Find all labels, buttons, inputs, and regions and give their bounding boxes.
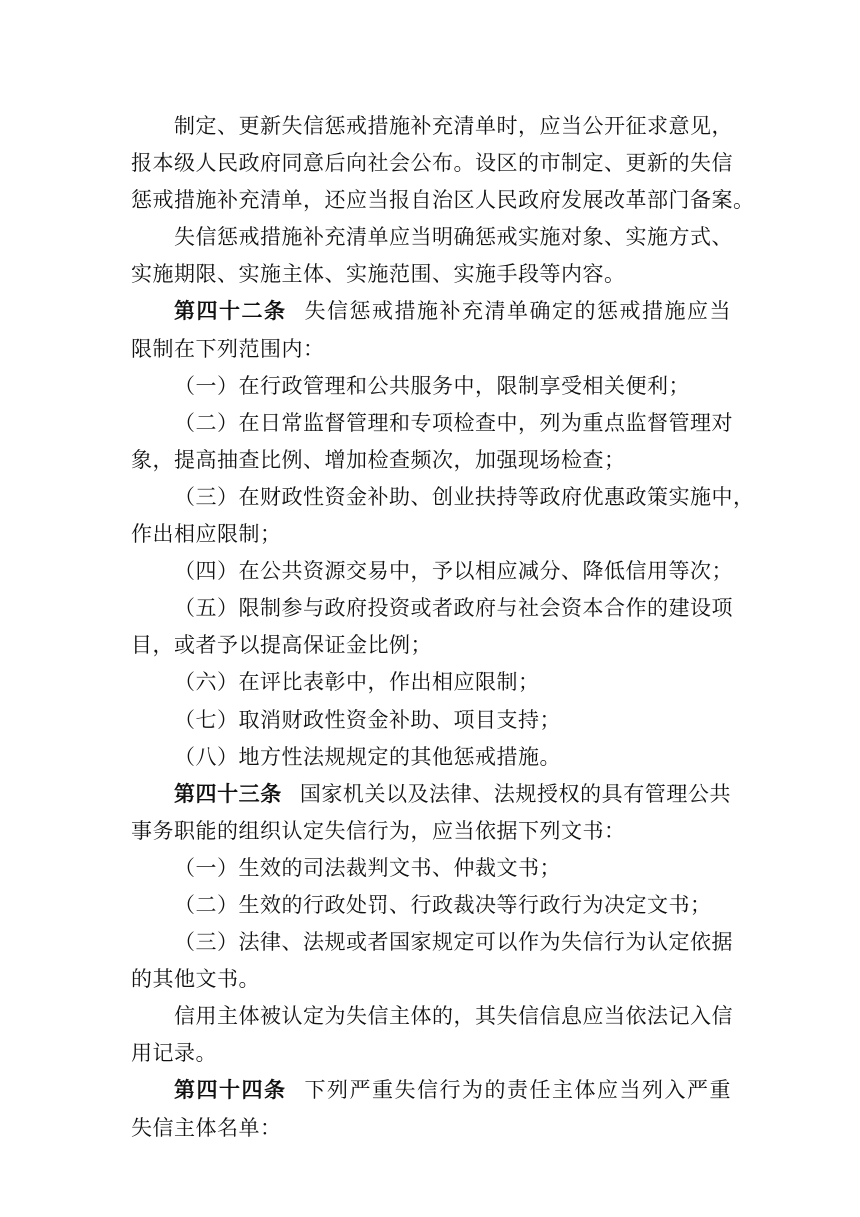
line-text: （二）生效的行政处罚、行政裁决等行政行为决定文书；	[174, 892, 712, 917]
text-line	[131, 405, 731, 442]
text-line	[131, 256, 731, 293]
text-line	[131, 1110, 731, 1147]
line-text: （一）在行政管理和公共服务中，限制享受相关便利；	[174, 373, 690, 398]
text-line	[131, 331, 731, 368]
text-line	[131, 219, 731, 256]
line-text: 作出相应限制；	[131, 522, 282, 547]
text-line	[131, 961, 731, 998]
article-first-line	[131, 1072, 731, 1109]
document-body	[131, 108, 755, 1147]
line-text: （四）在公共资源交易中，予以相应减分、降低信用等次；	[174, 559, 733, 584]
line-text: 实施期限、实施主体、实施范围、实施手段等内容。	[131, 262, 626, 287]
line-text: （八）地方性法规规定的其他惩戒措施。	[174, 744, 561, 769]
line-text: 用记录。	[131, 1041, 217, 1066]
text-line	[131, 850, 731, 887]
text-line	[131, 368, 731, 405]
line-text: （七）取消财政性资金补助、项目支持；	[174, 707, 561, 732]
line-text: 信用主体被认定为失信主体的，其失信信息应当依法记入信	[174, 1004, 733, 1029]
line-text: 目，或者予以提高保证金比例；	[131, 633, 432, 658]
article-first-line	[131, 293, 731, 330]
text-line	[131, 108, 731, 145]
line-text: 象，提高抽查比例、增加检查频次，加强现场检查；	[131, 447, 626, 472]
text-line	[131, 924, 731, 961]
text-line	[131, 479, 755, 516]
line-text: 制定、更新失信惩戒措施补充清单时，应当公开征求意见，	[174, 114, 733, 138]
text-line	[131, 182, 755, 219]
text-line	[131, 887, 731, 924]
line-text: （五）限制参与政府投资或者政府与社会资本合作的建设项	[174, 596, 733, 621]
line-text: （三）在财政性资金补助、创业扶持等政府优惠政策实施中，	[174, 484, 755, 509]
article-number: 第四十三条	[174, 781, 282, 806]
line-text: 的其他文书。	[131, 967, 260, 992]
line-text: 惩戒措施补充清单，还应当报自治区人民政府发展改革部门备案。	[131, 188, 755, 213]
line-text: 失信惩戒措施补充清单应当明确惩戒实施对象、实施方式、	[174, 225, 733, 250]
text-line	[131, 590, 731, 627]
line-text: 失信惩戒措施补充清单确定的惩戒措施应当	[304, 299, 731, 324]
line-text: 失信主体名单：	[131, 1115, 282, 1140]
line-text: 事务职能的组织认定失信行为，应当依据下列文书：	[131, 818, 626, 843]
text-line	[131, 664, 731, 701]
text-line	[131, 1035, 731, 1072]
article-number: 第四十四条	[174, 1078, 287, 1103]
line-text: （一）生效的司法裁判文书、仲裁文书；	[174, 855, 561, 880]
text-line	[131, 739, 731, 776]
text-line	[131, 998, 731, 1035]
line-text: 限制在下列范围内：	[131, 336, 325, 361]
text-line	[131, 553, 731, 590]
line-text: 报本级人民政府同意后向社会公布。设区的市制定、更新的失信	[131, 151, 733, 176]
text-line	[131, 627, 731, 664]
line-text: （二）在日常监督管理和专项检查中，列为重点监督管理对	[174, 410, 733, 435]
text-line	[131, 813, 731, 850]
article-first-line	[131, 776, 731, 813]
text-line	[131, 145, 731, 182]
line-text: （六）在评比表彰中，作出相应限制；	[174, 670, 540, 695]
article-number: 第四十二条	[174, 299, 287, 324]
text-line	[131, 516, 731, 553]
line-text: 下列严重失信行为的责任主体应当列入严重	[304, 1078, 731, 1103]
line-text: （三）法律、法规或者国家规定可以作为失信行为认定依据	[174, 930, 733, 955]
text-line	[131, 442, 731, 479]
text-line	[131, 702, 731, 739]
line-text: 国家机关以及法律、法规授权的具有管理公共	[299, 781, 731, 806]
